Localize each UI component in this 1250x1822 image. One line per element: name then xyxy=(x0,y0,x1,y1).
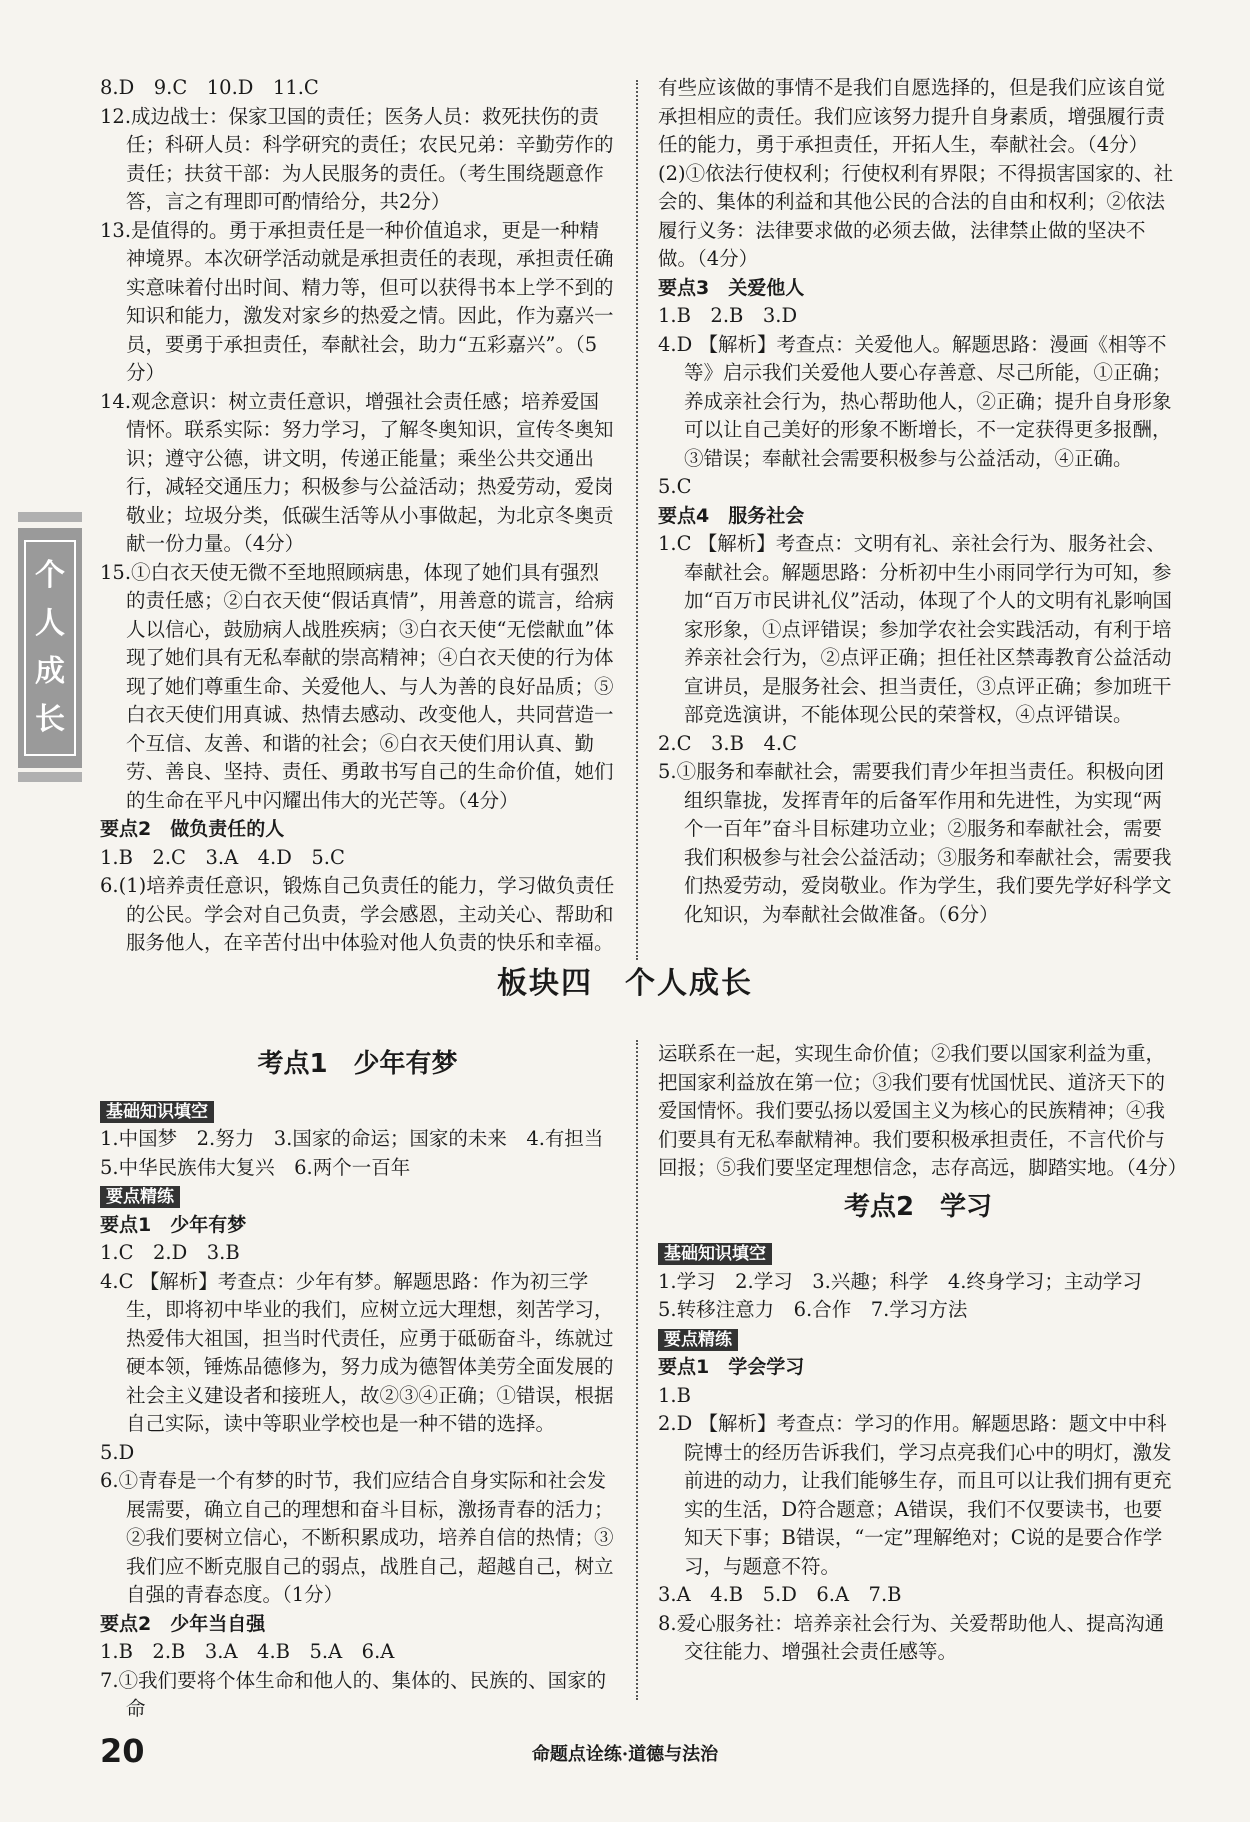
side-tab-char: 长 xyxy=(35,702,65,737)
side-tab-char: 个 xyxy=(35,558,65,593)
section-heading: 要点1 学会学习 xyxy=(658,1356,805,1378)
answer-line: 5.转移注意力 6.合作 7.学习方法 xyxy=(658,1298,968,1321)
answer-line: 1.中国梦 2.努力 3.国家的命运；国家的未来 4.有担当 xyxy=(100,1127,604,1150)
answer-item: 14.观念意识：树立责任意识，增强社会责任感；培养爱国情怀。联系实际：努力学习，了解冬奥知识，宣传冬奥知识；遵守公德，讲文明，传递正能量；乘坐公共交通出行，减轻交通压力；积极参与公益活动；热爱劳动，爱岗敬业；垃圾分类，低碳生活等从小事做起，为北京冬奥贡献一份力量。（4分） xyxy=(100,389,614,555)
answer-line: 1.学习 2.学习 3.兴趣；科学 4.终身学习；主动学习 xyxy=(658,1269,1142,1293)
answer-item: 13.是值得的。勇于承担责任是一种价值追求，更是一种精神境界。本次研学活动就是承担责任的表现，承担责任确实意味着付出时间、精力等，但可以获得书本上学不到的知识和能力，激发对家乡的热爱之情。因此，作为嘉兴一员，要勇于承担责任，奉献社会，助力“五彩嘉兴”。（5分） xyxy=(100,218,614,384)
topic-title: 考点2 学习 xyxy=(843,1191,993,1222)
answer-line: 8.D 9.C 10.D 11.C xyxy=(100,76,319,99)
answer-item: 8.爱心服务社：培养亲社会行为、关爱帮助他人、提高沟通交往能力、增强社会责任感等。 xyxy=(658,1611,1165,1663)
section-heading: 要点2 少年当自强 xyxy=(100,1612,266,1635)
footer-title: 命题点诠练·道德与法治 xyxy=(531,1744,719,1765)
tag-basic-knowledge: 基础知识填空 xyxy=(658,1243,772,1265)
page-number: 20 xyxy=(100,1732,145,1770)
topic-title: 考点1 少年有梦 xyxy=(257,1049,458,1079)
answer-line: 3.A 4.B 5.D 6.A 7.B xyxy=(658,1583,902,1606)
answers-bottom-right xyxy=(658,1040,1188,1667)
column-divider xyxy=(636,80,638,960)
answer-line: 1.B 2.B 3.D xyxy=(658,304,798,327)
answers-bottom-left xyxy=(100,1040,615,1724)
answer-item: 15.①白衣天使无微不至地照顾病患，体现了她们具有强烈的责任感；②白衣天使“假话真情”，用善意的谎言，给病人以信心，鼓励病人战胜疾病；③白衣天使“无偿献血”体现了她们具有无私奉献的崇高精神；④白衣天使的行为体现了她们尊重生命、关爱他人、与人为善的良好品质；⑤白衣天使们用真诚、热情去感动、改变他人，共同营造一个互信、友善、和谐的社会；⑥白衣天使们用认真、勤劳、善良、坚持、责任、勇敢书写自己的生命价值，她们的生命在平凡中闪耀出伟大的光芒等。（4分） xyxy=(100,560,614,812)
section-heading: 要点2 做负责任的人 xyxy=(100,818,285,840)
side-tab-bar-top xyxy=(18,512,82,522)
side-tab-bar-bottom xyxy=(18,772,82,782)
answer-item: 7.①我们要将个体生命和他人的、集体的、民族的、国家的命 xyxy=(100,1668,607,1720)
tag-practice: 要点精练 xyxy=(100,1186,180,1208)
section-heading: 要点4 服务社会 xyxy=(658,504,805,527)
block-title: 板块四 个人成长 xyxy=(497,966,753,1001)
answers-top-right xyxy=(658,74,1178,929)
answer-line: 1.B 2.C 3.A 4.D 5.C xyxy=(100,845,345,869)
answer-line: 运联系在一起，实现生命价值；②我们要以国家利益为重，把国家利益放在第一位；③我们要有忧国忧民、道济天下的爱国情怀。我们要弘扬以爱国主义为核心的民族精神；④我们要具有无私奉献精神。我们要积极承担责任，不言代价与回报；⑤我们要坚定理想信念，志存高远，脚踏实地。（4分） xyxy=(658,1042,1188,1179)
side-tab-char: 成 xyxy=(35,654,65,689)
answer-line: 1.B 2.B 3.A 4.B 5.A 6.A xyxy=(100,1640,395,1663)
answer-item: 6.(1)培养责任意识，锻炼自己负责任的能力，学习做负责任的公民。学会对自己负责，学会感恩，主动关心、帮助和服务他人，在辛苦付出中体验对他人负责的快乐和幸福。 xyxy=(100,874,615,954)
answer-item: 1.C 【解析】考查点：文明有礼、亲社会行为、服务社会、奉献社会。解题思路：分析初中生小雨同学行为可知，参加“百万市民讲礼仪”活动，体现了个人的文明有礼影响国家形象，①点评错误；参加学农社会实践活动，有利于培养亲社会行为，②点评正确；担任社区禁毒教育公益活动宣讲员，是服务社会、担当责任，③点评正确；参加班干部竞选演讲，不能体现公民的荣誉权，④点评错误。 xyxy=(658,532,1172,726)
answer-item: 4.D 【解析】考查点：关爱他人。解题思路：漫画《相等不等》启示我们关爱他人要心存善意、尽己所能，①正确；养成亲社会行为，热心帮助他人，②正确；提升自身形象可以让自己美好的形象不断增长，不一定获得更多报酬，③错误；奉献社会需要积极参与公益活动，④正确。 xyxy=(658,332,1172,470)
tag-practice: 要点精练 xyxy=(658,1329,738,1351)
answer-line: (2)①依法行使权利；行使权利有界限；不得损害国家的、社会的、集体的利益和其他公民的合法的自由和权利；②依法履行义务：法律要求做的必须去做，法律禁止做的坚决不做。（4分） xyxy=(658,161,1174,270)
answer-line: 5.中华民族伟大复兴 6.两个一百年 xyxy=(100,1155,411,1179)
answer-line: 1.B xyxy=(658,1383,691,1407)
answer-line: 2.C 3.B 4.C xyxy=(658,731,797,755)
section-heading: 要点1 少年有梦 xyxy=(100,1213,247,1236)
answer-line: 有些应该做的事情不是我们自愿选择的，但是我们应该自觉承担相应的责任。我们应该努力提升自身素质，增强履行责任的能力，勇于承担责任，开拓人生，奉献社会。（4分） xyxy=(658,76,1166,156)
answer-item: 4.C 【解析】考查点：少年有梦。解题思路：作为初三学生，即将初中毕业的我们，应树立远大理想，刻苦学习，热爱伟大祖国，担当时代责任，应勇于砥砺奋斗，练就过硬本领，锤炼品德修为，努力成为德智体美劳全面发展的社会主义建设者和接班人，故②③④正确；①错误，根据自己实际，读中等职业学校也是一种不错的选择。 xyxy=(100,1269,614,1435)
side-tab xyxy=(18,528,82,768)
side-tab-label xyxy=(24,540,76,756)
answer-item: 2.D 【解析】考查点：学习的作用。解题思路：题文中中科院博士的经历告诉我们，学习点亮我们心中的明灯，激发前进的动力，让我们能够生存，而且可以让我们拥有更充实的生活，D符合题意；A错误，我们不仅要读书，也要知天下事；B错误，“一定”理解绝对；C说的是要合作学习，与题意不符。 xyxy=(658,1412,1172,1578)
answer-line: 5.D xyxy=(100,1440,135,1464)
answer-item: 5.①服务和奉献社会，需要我们青少年担当责任。积极向团组织靠拢，发挥青年的后备军作用和先进性，为实现“两个一百年”奋斗目标建功立业；②服务和奉献社会，需要我们积极参与社会公益活动；③服务和奉献社会，需要我们热爱劳动，爱岗敬业。作为学生，我们要先学好科学文化知识，为奉献社会做准备。（6分） xyxy=(658,760,1172,926)
answer-line: 5.C xyxy=(658,475,692,498)
answer-item: 12.成边战士：保家卫国的责任；医务人员：救死扶伤的责任；科研人员：科学研究的责任；农民兄弟：辛勤劳作的责任；扶贫干部：为人民服务的责任。（考生围绕题意作答，言之有理即可酌情给分，共2分） xyxy=(100,104,614,213)
tag-basic-knowledge: 基础知识填空 xyxy=(100,1101,214,1123)
side-tab-char: 人 xyxy=(35,606,65,641)
answers-top-left xyxy=(100,74,615,958)
answer-line: 1.C 2.D 3.B xyxy=(100,1241,240,1264)
answer-item: 6.①青春是一个有梦的时节，我们应结合自身实际和社会发展需要，确立自己的理想和奋斗目标，激扬青春的活力；②我们要树立信心，不断积累成功，培养自信的热情；③我们应不断克服自己的弱点，战胜自己，超越自己，树立自强的青春态度。（1分） xyxy=(100,1469,614,1606)
column-divider xyxy=(636,1040,638,1700)
section-heading: 要点3 关爱他人 xyxy=(658,276,805,299)
